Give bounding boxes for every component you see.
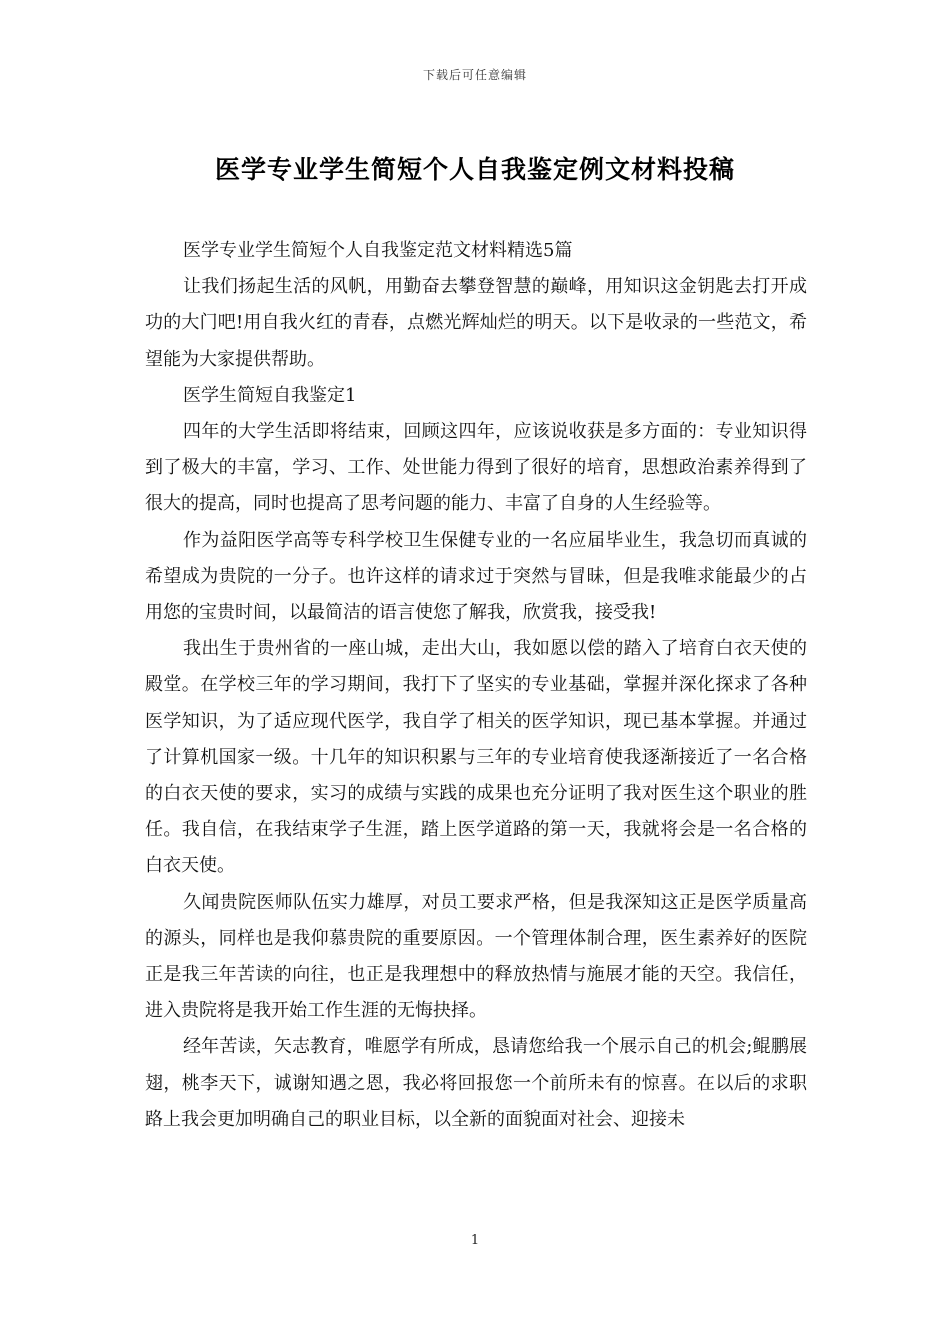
body-paragraph: 经年苦读，矢志教育，唯愿学有所成，恳请您给我一个展示自己的机会;鲲鹏展翅，桃李天下，诚谢知遇之恩，我必将回报您一个前所未有的惊喜。在以后的求职路上我会更加明确自己的职业目标，以全新的面貌面对社会、迎接未: [145, 1036, 807, 1130]
intro-paragraph: 让我们扬起生活的风帆，用勤奋去攀登智慧的巅峰，用知识这金钥匙去打开成功的大门吧!用自我火红的青春，点燃光辉灿烂的明天。以下是收录的一些范文，希望能为大家提供帮助。: [145, 276, 807, 370]
body-paragraph: 四年的大学生活即将结束，回顾这四年，应该说收获是多方面的：专业知识得到了极大的丰富，学习、工作、处世能力得到了很好的培育，思想政治素养得到了很大的提高，同时也提高了思考问题的能力、丰富了自身的人生经验等。: [145, 421, 807, 515]
body-paragraph: 我出生于贵州省的一座山城，走出大山，我如愿以偿的踏入了培育白衣天使的殿堂。在学校三年的学习期间，我打下了坚实的专业基础，掌握并深化探求了各种医学知识，为了适应现代医学，我自学了相关的医学知识，现已基本掌握。并通过了计算机国家一级。十几年的知识积累与三年的专业培育使我逐渐接近了一名合格的白衣天使的要求，实习的成绩与实践的成果也充分证明了我对医生这个职业的胜任。我自信，在我结束学子生涯，踏上医学道路的第一天，我就将会是一名合格的白衣天使。: [145, 638, 807, 877]
document-body: [145, 233, 807, 1138]
subtitle-paragraph: 医学专业学生简短个人自我鉴定范文材料精选5篇: [183, 240, 573, 261]
body-paragraph: 作为益阳医学高等专科学校卫生保健专业的一名应届毕业生，我急切而真诚的希望成为贵院的一分子。也许这样的请求过于突然与冒昧，但是我唯求能最少的占用您的宝贵时间，以最简洁的语言使您了解我，欣赏我，接受我!: [145, 529, 807, 624]
document-title: 医学专业学生简短个人自我鉴定例文材料投稿: [214, 155, 735, 184]
header-note: 下载后可任意编辑: [422, 68, 527, 82]
body-paragraph: 久闻贵院医师队伍实力雄厚，对员工要求严格，但是我深知这正是医学质量高的源头，同样也是我仰慕贵院的重要原因。一个管理体制合理，医生素养好的医院正是我三年苦读的向往，也正是我理想中的释放热情与施展才能的天空。我信任，进入贵院将是我开始工作生涯的无悔抉择。: [145, 891, 807, 1022]
section-heading: 医学生简短自我鉴定1: [183, 384, 357, 406]
page-number: 1: [470, 1233, 480, 1248]
